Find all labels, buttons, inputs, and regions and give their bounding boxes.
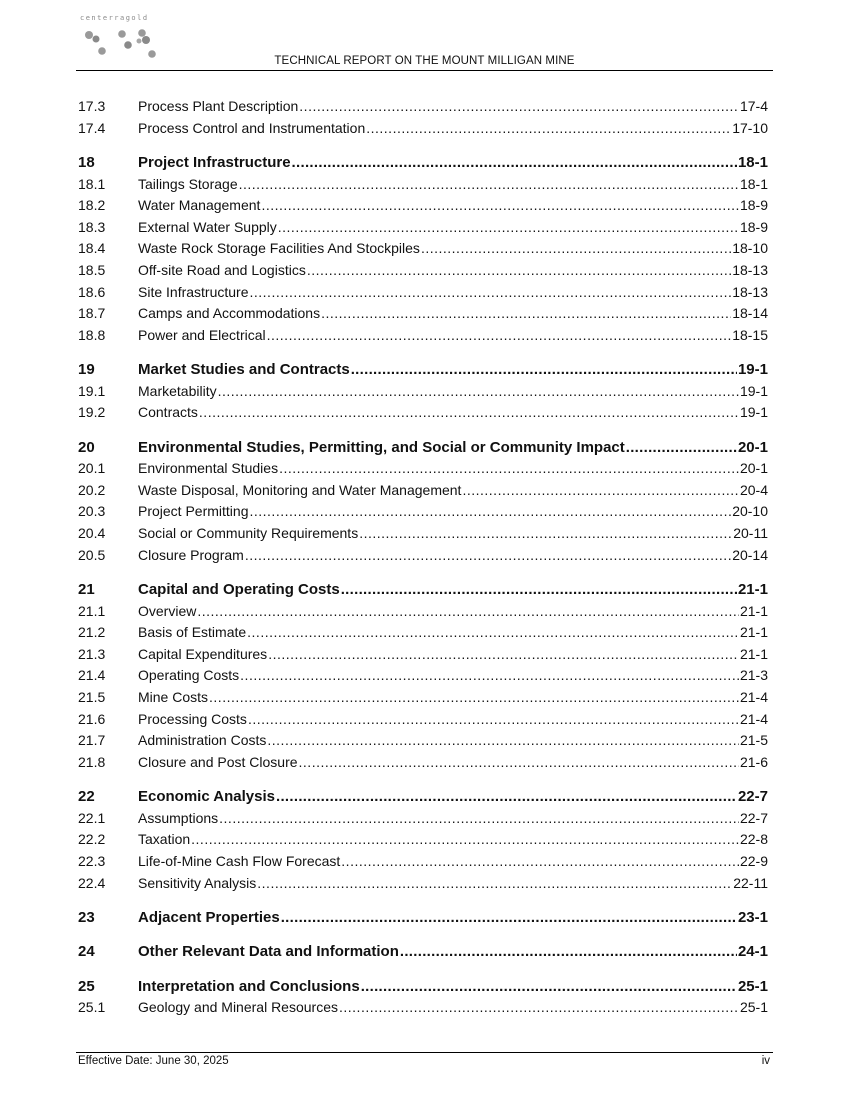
toc-dot-leader — [292, 152, 737, 174]
toc-title: Adjacent Properties — [138, 908, 280, 926]
toc-number: 21.1 — [78, 602, 106, 619]
toc-entry-row[interactable] — [78, 730, 768, 752]
toc-number: 19.2 — [78, 404, 106, 421]
toc-number: 25 — [78, 977, 95, 995]
toc-entry-row[interactable] — [78, 601, 768, 623]
toc-number: 18.8 — [78, 326, 106, 343]
toc-page: 18-9 — [739, 218, 768, 235]
toc-number: 18.6 — [78, 283, 106, 300]
toc-title: Marketability — [138, 382, 217, 399]
toc-number: 21 — [78, 581, 95, 599]
toc-entry-row[interactable] — [78, 873, 768, 895]
toc-dot-leader — [276, 786, 737, 808]
toc-page: 19-1 — [739, 404, 768, 421]
toc-number: 24 — [78, 943, 95, 961]
toc-page: 20-10 — [732, 503, 768, 520]
toc-number: 18.4 — [78, 240, 106, 257]
toc-title: External Water Supply — [138, 218, 277, 235]
toc-dot-leader — [249, 501, 731, 523]
toc-title: Process Plant Description — [138, 98, 299, 114]
toc-title: Closure and Post Closure — [138, 753, 298, 770]
toc-dot-leader — [626, 437, 737, 459]
toc-title: Geology and Mineral Resources — [138, 999, 338, 1016]
toc-number: 20.5 — [78, 546, 106, 563]
toc-number: 21.8 — [78, 753, 106, 770]
toc-number: 18.2 — [78, 197, 106, 214]
toc-number: 19 — [78, 361, 95, 379]
toc-page: 23-1 — [737, 908, 768, 926]
toc-page: 17-4 — [739, 98, 768, 114]
toc-number: 18.5 — [78, 261, 106, 278]
toc-entry-row[interactable] — [78, 709, 768, 731]
toc-entry-row[interactable] — [78, 480, 768, 502]
toc-dot-leader — [209, 687, 739, 709]
toc-entry-row[interactable] — [78, 644, 768, 666]
footer-divider — [76, 1052, 773, 1053]
toc-dot-leader — [257, 873, 732, 895]
toc-title: Capital Expenditures — [138, 645, 268, 662]
toc-dot-leader — [462, 480, 739, 502]
toc-dot-leader — [366, 118, 731, 140]
toc-page: 18-13 — [732, 283, 768, 300]
toc-entry-row[interactable] — [78, 282, 768, 304]
toc-dot-leader — [268, 644, 739, 666]
toc-dot-leader — [240, 665, 739, 687]
toc-title: Market Studies and Contracts — [138, 361, 350, 379]
toc-page: 25-1 — [739, 999, 768, 1016]
toc-dot-leader — [359, 523, 732, 545]
toc-title: Sensitivity Analysis — [138, 874, 257, 891]
toc-entry-row[interactable] — [78, 402, 768, 424]
toc-number: 21.4 — [78, 667, 106, 684]
toc-number: 22.3 — [78, 852, 106, 869]
toc-entry-row[interactable] — [78, 622, 768, 644]
toc-title: Waste Rock Storage Facilities And Stockpiles — [138, 240, 420, 257]
toc-entry-row[interactable] — [78, 851, 768, 873]
toc-entry-row[interactable] — [78, 997, 768, 1019]
toc-number: 20.4 — [78, 525, 106, 542]
toc-dot-leader — [247, 622, 739, 644]
toc-section-row[interactable] — [78, 941, 768, 963]
toc-page: 18-14 — [732, 305, 768, 322]
toc-number: 22.2 — [78, 831, 106, 848]
toc-page: 18-1 — [739, 175, 768, 192]
toc-title: Site Infrastructure — [138, 283, 249, 300]
toc-dot-leader — [341, 579, 737, 601]
toc-number: 19.1 — [78, 382, 106, 399]
toc-entry-row[interactable] — [78, 174, 768, 196]
toc-page: 21-4 — [739, 689, 768, 706]
toc-title: Closure Program — [138, 546, 244, 563]
toc-number: 21.6 — [78, 710, 106, 727]
toc-section-row[interactable] — [78, 437, 768, 459]
toc-dot-leader — [400, 941, 737, 963]
toc-section-row[interactable] — [78, 786, 768, 808]
toc-entry-row[interactable] — [78, 687, 768, 709]
toc-page: 21-1 — [737, 581, 768, 599]
toc-page: 18-10 — [732, 240, 768, 257]
toc-title: Environmental Studies — [138, 460, 279, 477]
toc-title: Waste Disposal, Monitoring and Water Management — [138, 481, 462, 498]
toc-number: 23 — [78, 908, 95, 926]
toc-entry-row[interactable] — [78, 217, 768, 239]
toc-title: Contracts — [138, 404, 198, 421]
toc-dot-leader — [278, 217, 739, 239]
toc-number: 18.7 — [78, 305, 106, 322]
toc-dot-leader — [219, 808, 739, 830]
toc-entry-row[interactable] — [78, 381, 768, 403]
toc-dot-leader — [267, 325, 732, 347]
toc-entry-row[interactable] — [78, 829, 768, 851]
toc-page: 24-1 — [737, 943, 768, 961]
toc-page: 22-8 — [739, 831, 768, 848]
toc-dot-leader — [239, 174, 739, 196]
toc-page: 20-11 — [733, 525, 768, 542]
toc-title: Camps and Accommodations — [138, 305, 321, 322]
toc-page: 18-9 — [739, 197, 768, 214]
toc-page: 20-1 — [739, 460, 768, 477]
toc-title: Off-site Road and Logistics — [138, 261, 306, 278]
toc-entry-row[interactable] — [78, 238, 768, 260]
toc-dot-leader — [281, 907, 737, 929]
toc-title: Tailings Storage — [138, 175, 238, 192]
toc-number: 20.2 — [78, 481, 106, 498]
toc-page: 19-1 — [739, 382, 768, 399]
toc-dot-leader — [299, 96, 739, 118]
toc-page: 22-9 — [739, 852, 768, 869]
toc-number: 17.3 — [78, 98, 106, 114]
toc-number: 20.1 — [78, 460, 106, 477]
report-title: TECHNICAL REPORT ON THE MOUNT MILLIGAN MINE — [274, 55, 575, 67]
toc-title: Operating Costs — [138, 667, 240, 684]
toc-dot-leader — [267, 730, 739, 752]
toc-number: 17.4 — [78, 119, 106, 136]
toc-page: 22-7 — [739, 809, 768, 826]
toc-page: 18-15 — [732, 326, 768, 343]
toc-title: Water Management — [138, 197, 261, 214]
toc-title: Mine Costs — [138, 689, 209, 706]
toc-entry-row[interactable] — [78, 545, 768, 567]
toc-number: 18.3 — [78, 218, 106, 235]
toc-page: 21-1 — [739, 602, 768, 619]
toc-page: 19-1 — [737, 361, 768, 379]
page-number: iv — [761, 1055, 770, 1067]
toc-dot-leader — [197, 601, 739, 623]
toc-page: 21-6 — [739, 753, 768, 770]
toc-number: 20.3 — [78, 503, 106, 520]
toc-title: Interpretation and Conclusions — [138, 977, 360, 995]
toc-section-row[interactable] — [78, 907, 768, 929]
toc-dot-leader — [307, 260, 731, 282]
toc-number: 22.1 — [78, 809, 106, 826]
toc-page: 17-10 — [732, 119, 768, 136]
toc-title: Project Permitting — [138, 503, 249, 520]
toc-dot-leader — [191, 829, 739, 851]
toc-page: 21-1 — [739, 624, 768, 641]
toc-entry-row[interactable] — [78, 195, 768, 217]
toc-section-row[interactable] — [78, 152, 768, 174]
toc-number: 21.5 — [78, 689, 106, 706]
toc-number: 21.2 — [78, 624, 106, 641]
toc-title: Processing Costs — [138, 710, 247, 727]
table-of-contents — [78, 96, 768, 1019]
toc-dot-leader — [245, 545, 731, 567]
toc-entry-row[interactable] — [78, 523, 768, 545]
toc-dot-leader — [351, 359, 737, 381]
toc-entry-row[interactable] — [78, 325, 768, 347]
toc-entry-row[interactable] — [78, 96, 768, 118]
toc-entry-row[interactable] — [78, 501, 768, 523]
toc-dot-leader — [299, 752, 739, 774]
effective-date: Effective Date: June 30, 2025 — [78, 1055, 229, 1067]
toc-number: 25.1 — [78, 999, 106, 1016]
toc-page: 22-7 — [737, 788, 768, 806]
toc-title: Other Relevant Data and Information — [138, 943, 399, 961]
toc-entry-row[interactable] — [78, 808, 768, 830]
toc-title: Capital and Operating Costs — [138, 581, 340, 599]
toc-page: 18-1 — [737, 153, 768, 171]
toc-title: Taxation — [138, 831, 191, 848]
toc-page: 18-13 — [732, 261, 768, 278]
toc-title: Overview — [138, 602, 197, 619]
toc-dot-leader — [279, 458, 739, 480]
toc-title: Administration Costs — [138, 732, 267, 749]
toc-page: 25-1 — [737, 977, 768, 995]
toc-dot-leader — [261, 195, 739, 217]
toc-dot-leader — [248, 709, 739, 731]
toc-entry-row[interactable] — [78, 752, 768, 774]
toc-title: Economic Analysis — [138, 788, 275, 806]
toc-number: 18.1 — [78, 175, 106, 192]
toc-page: 20-4 — [739, 481, 768, 498]
toc-title: Basis of Estimate — [138, 624, 247, 641]
toc-number: 22.4 — [78, 874, 106, 891]
toc-title: Power and Electrical — [138, 326, 266, 343]
toc-page: 22-11 — [733, 874, 768, 891]
toc-entry-row[interactable] — [78, 260, 768, 282]
toc-number: 21.7 — [78, 732, 106, 749]
toc-title: Social or Community Requirements — [138, 525, 359, 542]
toc-dot-leader — [218, 381, 739, 403]
toc-dot-leader — [250, 282, 732, 304]
toc-number: 20 — [78, 438, 95, 456]
header-divider — [76, 70, 773, 71]
toc-section-row[interactable] — [78, 976, 768, 998]
toc-dot-leader — [199, 402, 739, 424]
toc-number: 21.3 — [78, 645, 106, 662]
toc-dot-leader — [339, 997, 739, 1019]
toc-section-row[interactable] — [78, 579, 768, 601]
toc-entry-row[interactable] — [78, 118, 768, 140]
toc-title: Environmental Studies, Permitting, and Social or Community Impact — [138, 438, 625, 456]
toc-page: 21-4 — [739, 710, 768, 727]
toc-page: 20-1 — [737, 438, 768, 456]
logo-text: centerragold — [80, 14, 149, 22]
toc-title: Life-of-Mine Cash Flow Forecast — [138, 852, 341, 869]
toc-entry-row[interactable] — [78, 665, 768, 687]
toc-title: Assumptions — [138, 809, 219, 826]
toc-page: 21-3 — [739, 667, 768, 684]
toc-dot-leader — [421, 238, 731, 260]
toc-entry-row[interactable] — [78, 303, 768, 325]
toc-number: 18 — [78, 153, 95, 171]
toc-entry-row[interactable] — [78, 458, 768, 480]
toc-number: 22 — [78, 788, 95, 806]
toc-title: Process Control and Instrumentation — [138, 119, 366, 136]
toc-page: 21-5 — [739, 732, 768, 749]
toc-dot-leader — [341, 851, 739, 873]
toc-dot-leader — [321, 303, 731, 325]
toc-section-row[interactable] — [78, 359, 768, 381]
toc-title: Project Infrastructure — [138, 153, 291, 171]
toc-page: 21-1 — [739, 645, 768, 662]
toc-dot-leader — [361, 976, 737, 998]
toc-page: 20-14 — [732, 546, 768, 563]
